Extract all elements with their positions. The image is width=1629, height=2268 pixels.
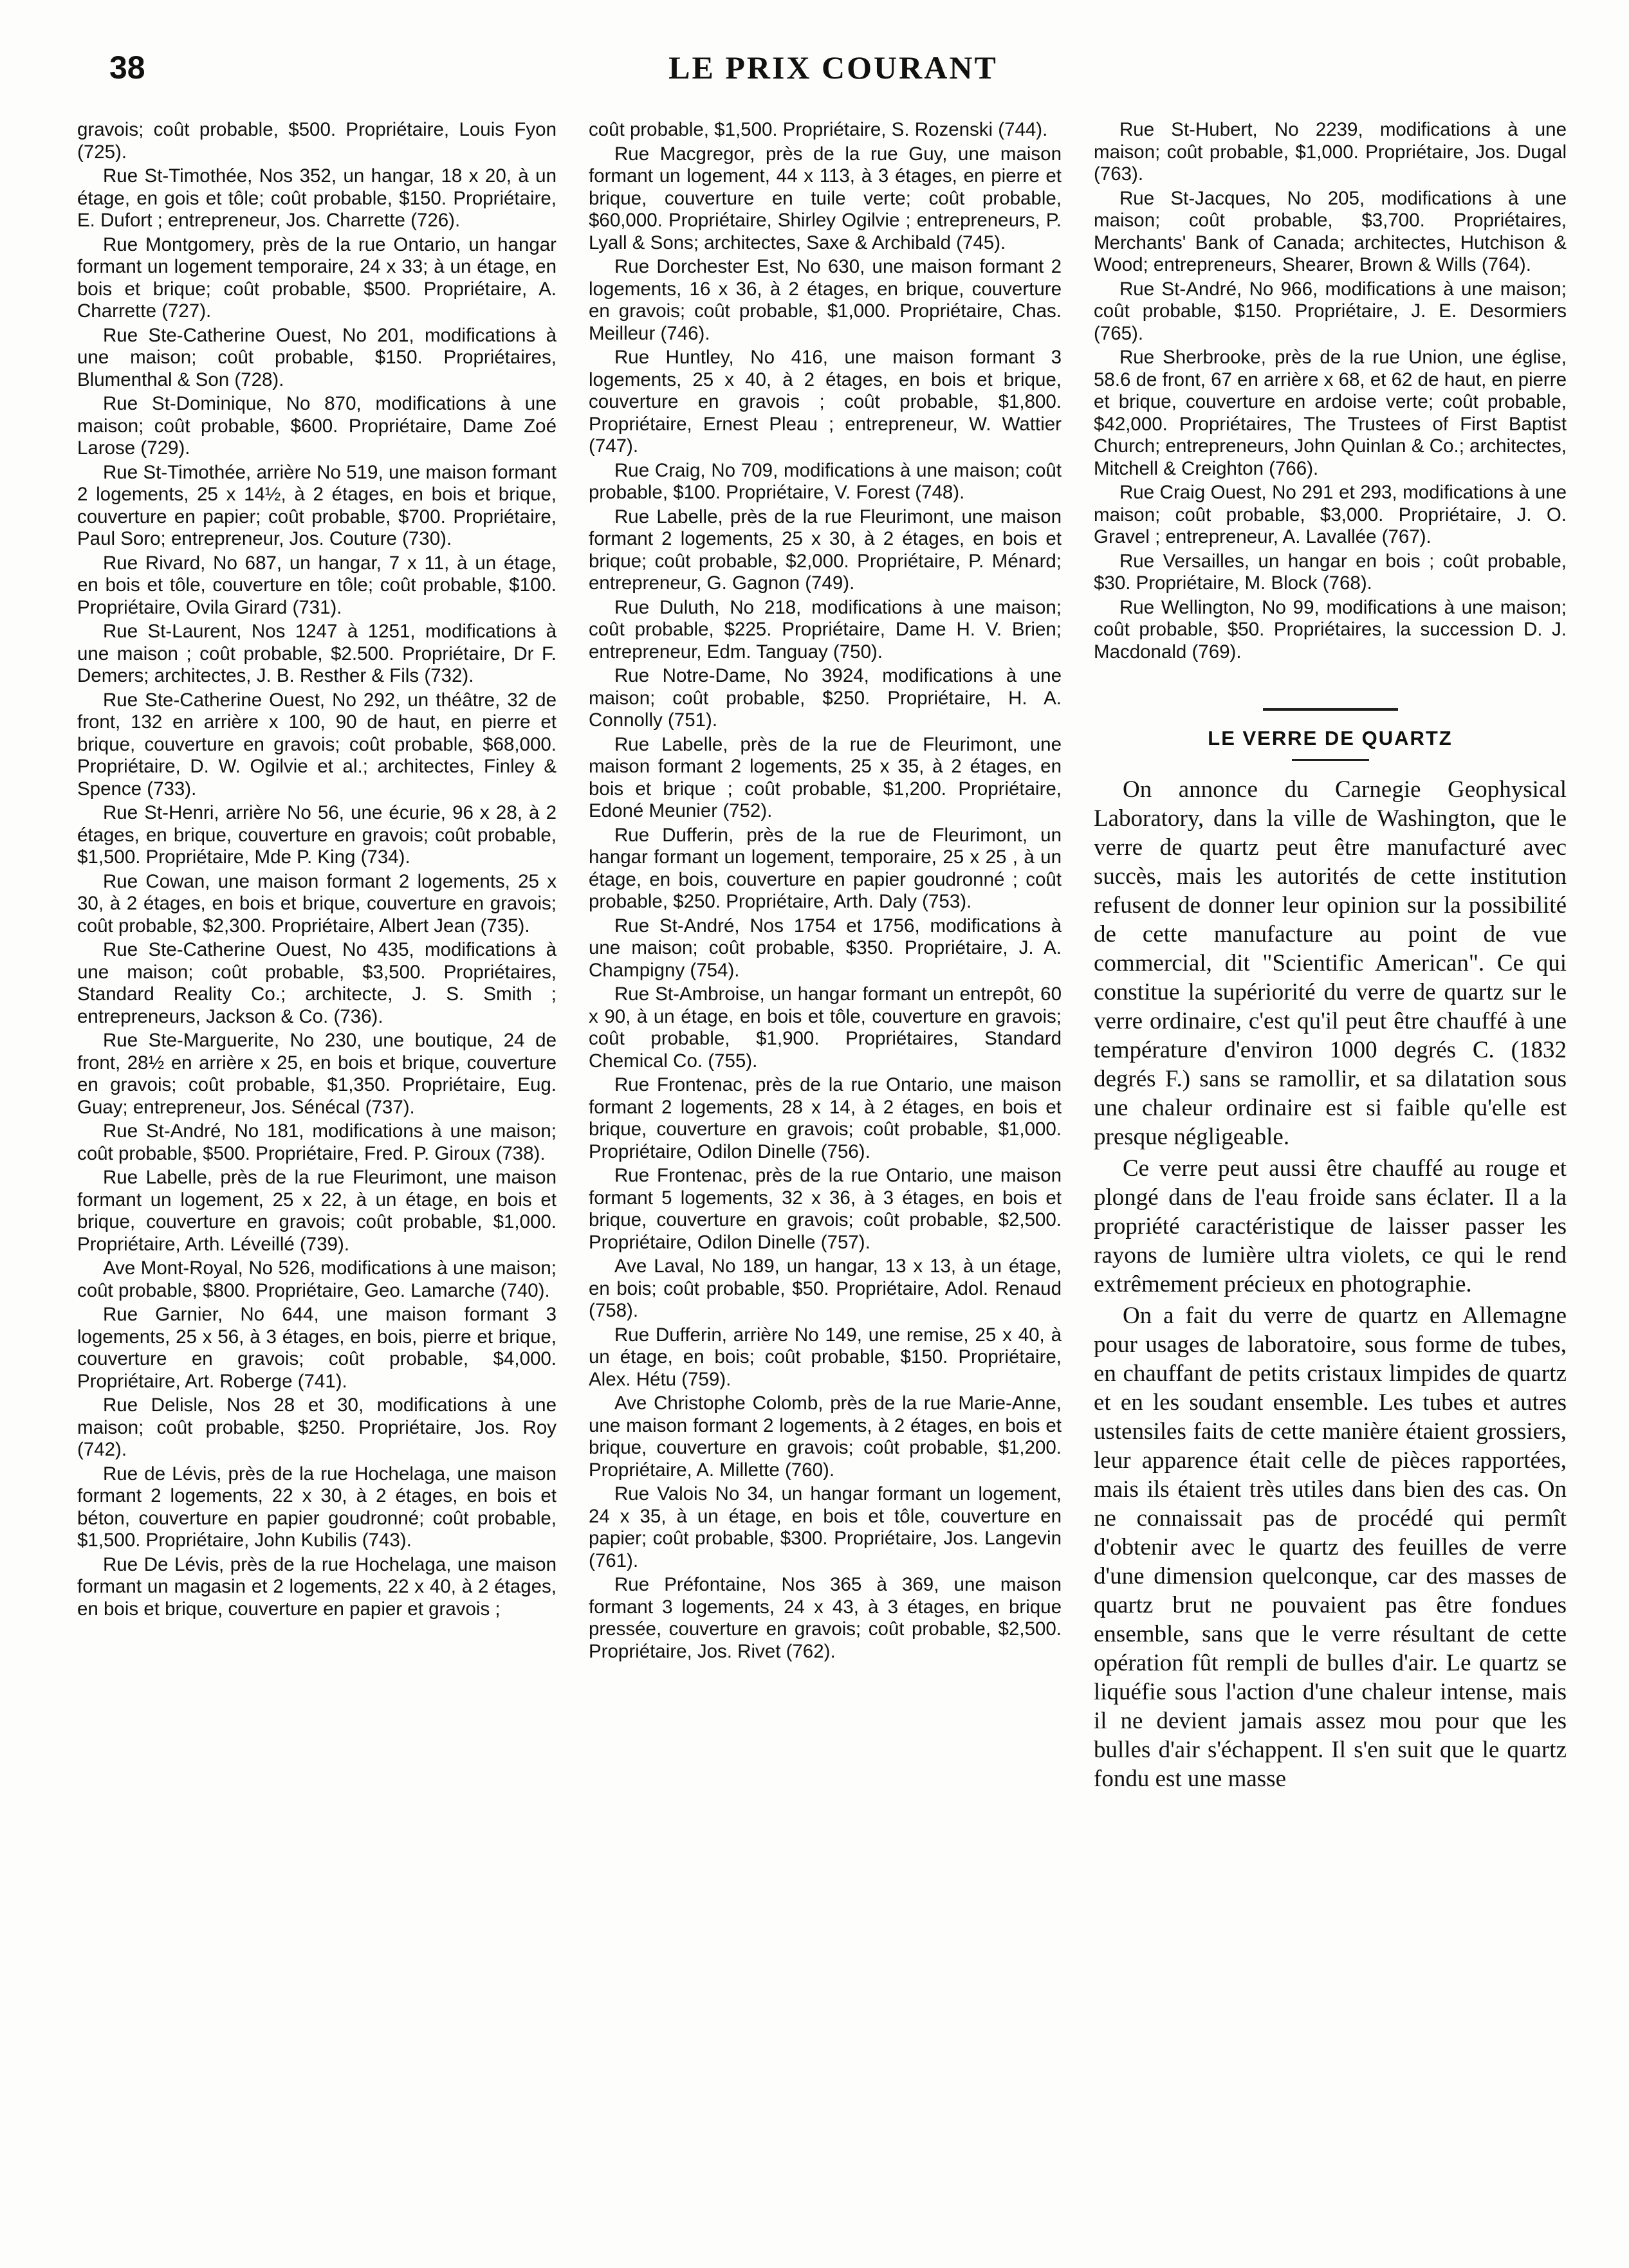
building-permit-entry: Ave Laval, No 189, un hangar, 13 x 13, à un étage, en bois; coût probable, $50. Propriétaire, Adol. Renaud (758). (589, 1256, 1062, 1321)
building-permit-entry: Rue Montgomery, près de la rue Ontario, un hangar formant un logement temporaire, 24 x 33; à un étage, en bois et brique; coût probable, $500. Propriétaire, A. Charrette (727). (77, 233, 557, 322)
building-permit-entry: Rue St-Timothée, arrière No 519, une maison formant 2 logements, 25 x 14½, à 2 étages, en bois et brique, couverture en papier; coût probable, $700. Propriétaire, Paul Soro; entrepreneur, Jos. Couture (730). (77, 461, 557, 549)
building-permit-entry: Rue Valois No 34, un hangar formant un logement, 24 x 35, à un étage, en bois et tôle, couverture en papier; coût probable, $300. Propriétaire, Jos. Langevin (761). (589, 1483, 1062, 1571)
building-permit-entry: coût probable, $1,500. Propriétaire, S. Rozenski (744). (589, 119, 1048, 140)
building-permit-entry: Rue De Lévis, près de la rue Hochelaga, une maison formant un magasin et 2 logements, 22 x 40, à 2 étages, en bois et brique, couverture en papier et gravois ; (77, 1553, 557, 1620)
building-permit-entry: Rue St-Timothée, Nos 352, un hangar, 18 x 20, à un étage, en gois et tôle; coût probable, $150. Propriétaire, E. Dufort ; entrepreneur, Jos. Charrette (726). (77, 165, 557, 231)
building-permit-entry: Rue Dufferin, arrière No 149, une remise, 25 x 40, à un étage, en bois; coût probable, $150. Propriétaire, Alex. Hétu (759). (589, 1324, 1062, 1390)
building-permit-entry: Rue Rivard, No 687, un hangar, 7 x 11, à un étage, en bois et tôle, couverture en tôle; coût probable, $100. Propriétaire, Ovila Girard (731). (77, 552, 557, 618)
building-permit-entry: Rue St-Jacques, No 205, modifications à une maison; coût probable, $3,700. Propriétaires, Merchants' Bank of Canada; architectes, Hutchison & Wood; entrepreneurs, Shearer, Brown & Wills (764). (1094, 187, 1567, 275)
building-permit-entry: Rue Labelle, près de la rue Fleurimont, une maison formant un logement, 25 x 22, à un étage, en bois et brique, couverture en gravois; coût probable, $1,000. Propriétaire, Arth. Léveillé (739). (77, 1167, 557, 1255)
building-permit-entry: Rue Labelle, près de la rue de Fleurimont, une maison formant 2 logements, 25 x 35, à 2 étages, en bois et brique ; coût probable, $1,200. Propriétaire, Edoné Meunier (752). (589, 733, 1062, 821)
article-title: LE VERRE DE QUARTZ (1208, 727, 1453, 749)
column-right (1094, 119, 1567, 1796)
building-permit-entry: Rue Versailles, un hangar en bois ; coût probable, $30. Propriétaire, M. Block (768). (1094, 550, 1567, 594)
building-permit-entry: Rue Ste-Marguerite, No 230, une boutique, 24 de front, 28½ en arrière x 25, en bois et brique, couverture en gravois; coût probable, $1,350. Propriétaire, Eug. Guay; entrepreneur, Jos. Sénécal (737). (77, 1030, 557, 1118)
building-permit-entry: Rue Duluth, No 218, modifications à une maison; coût probable, $225. Propriétaire, Dame H. V. Brien; entrepreneur, Edm. Tanguay (750). (589, 596, 1062, 663)
building-permit-entry: Rue Craig Ouest, No 291 et 293, modifications à une maison; coût probable, $3,000. Propriétaire, J. O. Gravel ; entrepreneur, A. Lavallée (767). (1094, 482, 1567, 547)
journal-title: LE PRIX COURANT (668, 50, 998, 86)
column-left (77, 119, 557, 1622)
column-middle (589, 119, 1062, 1665)
building-permit-entry: Rue St-André, No 181, modifications à une maison; coût probable, $500. Propriétaire, Fred. P. Giroux (738). (77, 1120, 557, 1164)
building-permit-entry: Rue Frontenac, près de la rue Ontario, une maison formant 5 logements, 32 x 36, à 3 étages, en bois et brique, couverture en gravois; coût probable, $2,500. Propriétaire, Odilon Dinelle (757). (589, 1165, 1062, 1253)
page-number: 38 (109, 50, 145, 86)
building-permit-entry: Rue Sherbrooke, près de la rue Union, une église, 58.6 de front, 67 en arrière x 68, et 62 de haut, en pierre et brique, couverture en ardoise verte; coût probable, $42,000. Propriétaires, The Trustees of First Baptist Church; entrepreneurs, John Quinlan & Co.; architectes, Mitchell & Creighton (766). (1094, 347, 1567, 479)
article-body (1094, 775, 1567, 1793)
building-permit-entry: Rue Craig, No 709, modifications à une maison; coût probable, $100. Propriétaire, V. Forest (748). (589, 459, 1062, 503)
building-permit-entry: Ave Christophe Colomb, près de la rue Marie-Anne, une maison formant 2 logements, à 2 étages, en bois et brique, couverture en gravois; coût probable, $1,200. Propriétaire, A. Millette (760). (589, 1393, 1062, 1481)
building-permit-entry: gravois; coût probable, $500. Propriétaire, Louis Fyon (725). (77, 119, 557, 163)
building-permit-entry: Rue Wellington, No 99, modifications à une maison; coût probable, $50. Propriétaires, la succession D. J. Macdonald (769). (1094, 596, 1567, 663)
article-paragraph: Ce verre peut aussi être chauffé au rouge et plongé dans de l'eau froide sans éclater. Il a la propriété caractéristique de laisser passer les rayons de lumière ultra violets, ce qui le rend extrêmement précieux en photographie. (1094, 1155, 1567, 1297)
building-permit-entry: Rue Cowan, une maison formant 2 logements, 25 x 30, à 2 étages, en bois et brique, couverture en gravois; coût probable, $2,300. Propriétaire, Albert Jean (735). (77, 870, 557, 937)
building-permit-entry: Rue Frontenac, près de la rue Ontario, une maison formant 2 logements, 28 x 14, à 2 étages, en bois et brique, couverture en gravois; coût probable, $1,000. Propriétaire, Odilon Dinelle (756). (589, 1074, 1062, 1162)
building-permit-entry: Rue St-Hubert, No 2239, modifications à une maison; coût probable, $1,000. Propriétaire, Jos. Dugal (763). (1094, 119, 1567, 185)
building-permit-entry: Rue Ste-Catherine Ouest, No 292, un théâtre, 32 de front, 132 en arrière x 100, 90 de haut, en pierre et brique, couverture en gravois; coût probable, $68,000. Propriétaire, D. W. Ogilvie et al.; architectes, Finley & Spence (733). (77, 689, 557, 800)
building-permit-entry: Rue St-André, Nos 1754 et 1756, modifications à une maison; coût probable, $350. Propriétaire, J. A. Champigny (754). (589, 915, 1062, 981)
building-permit-entry: Rue St-André, No 966, modifications à une maison; coût probable, $150. Propriétaire, J. E. Desormiers (765). (1094, 278, 1567, 344)
building-permit-entry: Rue Macgregor, près de la rue Guy, une maison formant un logement, 44 x 113, à 3 étages, en pierre et brique, couverture en tuile verte; coût probable, $60,000. Propriétaire, Shirley Ogilvie ; entrepreneurs, P. Lyall & Sons; architectes, Saxe & Archibald (745). (589, 143, 1062, 253)
building-permit-entry: Rue St-Ambroise, un hangar formant un entrepôt, 60 x 90, à un étage, en bois et tôle, couverture en gravois; coût probable, $1,900. Propriétaires, Standard Chemical Co. (755). (589, 983, 1062, 1072)
building-permit-entry: Rue Ste-Catherine Ouest, No 201, modifications à une maison; coût probable, $150. Propriétaires, Blumenthal & Son (728). (77, 324, 557, 390)
building-permit-entry: Rue Ste-Catherine Ouest, No 435, modifications à une maison; coût probable, $3,500. Propriétaires, Standard Reality Co.; architecte, J. S. Smith ; entrepreneurs, Jackson & Co. (736). (77, 939, 557, 1027)
building-permit-entry: Rue Huntley, No 416, une maison formant 3 logements, 25 x 40, à 2 étages, en bois et brique, couverture en gravois ; coût probable, $1,800. Propriétaire, Ernest Pleau ; entrepreneur, W. Wattier (747). (589, 347, 1062, 457)
building-permit-entry: Ave Mont-Royal, No 526, modifications à une maison; coût probable, $800. Propriétaire, Geo. Lamarche (740). (77, 1257, 557, 1301)
building-permit-entry: Rue Préfontaine, Nos 365 à 369, une maison formant 3 logements, 24 x 43, à 3 étages, en brique pressée, couverture en gravois; coût probable, $2,500. Propriétaire, Jos. Rivet (762). (589, 1574, 1062, 1662)
title-underline-rule (1292, 759, 1369, 761)
building-permit-entry: Rue Dorchester Est, No 630, une maison formant 2 logements, 16 x 36, à 2 étages, en brique, couverture en gravois; coût probable, $1,000. Propriétaire, Chas. Meilleur (746). (589, 256, 1062, 344)
article-separator-rule (1263, 708, 1398, 711)
building-permit-entry: Rue Delisle, Nos 28 et 30, modifications à une maison; coût probable, $250. Propriétaire, Jos. Roy (742). (77, 1395, 557, 1460)
building-permit-entry: Rue St-Laurent, Nos 1247 à 1251, modifications à une maison ; coût probable, $2.500. Propriétaire, Dr F. Demers; architectes, J. B. Resther & Fils (732). (77, 621, 557, 686)
building-permit-entry: Rue Dufferin, près de la rue de Fleurimont, un hangar formant un logement, temporaire, 25 x 25 , à un étage, en bois, couverture en papier goudronné ; coût probable, $250. Propriétaire, Arth. Daly (753). (589, 824, 1062, 912)
building-permit-entry: Rue Garnier, No 644, une maison formant 3 logements, 25 x 56, à 3 étages, en bois, pierre et brique, couverture en gravois; coût probable, $4,000. Propriétaire, Art. Roberge (741). (77, 1304, 557, 1392)
building-permit-entry: Rue St-Henri, arrière No 56, une écurie, 96 x 28, à 2 étages, en brique, couverture en gravois; coût probable, $1,500. Propriétaire, Mde P. King (734). (77, 802, 557, 868)
building-permit-entry: Rue Labelle, près de la rue Fleurimont, une maison formant 2 logements, 25 x 30, à 2 étages, en bois et brique; coût probable, $2,000. Propriétaire, P. Ménard; entrepreneur, G. Gagnon (749). (589, 506, 1062, 594)
building-permit-entry: Rue de Lévis, près de la rue Hochelaga, une maison formant 2 logements, 22 x 30, à 2 étages, en bois et béton, couverture en papier goudronné; coût probable, $1,500. Propriétaire, John Kubilis (743). (77, 1463, 557, 1551)
page-header (84, 45, 1583, 96)
article-paragraph: On a fait du verre de quartz en Allemagne pour usages de laboratoire, sous forme de tubes, en chauffant de petits cristaux limpides de quartz et en les soudant ensemble. Les tubes et autres ustensiles faits de cette manière étaient grossiers, leur apparence était celle de pièces rapportées, mais ils étaient très utiles dans bien des cas. On ne connaissait pas de procédé qui permît d'obtenir avec le quartz des feuilles de verre d'une dimension quelconque, car des masses de quartz brut ne pouvaient pas être fondues ensemble, sans que le verre résultant de cette opération fût rempli de bulles d'air. Le quartz se liquéfie sous l'action d'une chaleur intense, mais il ne devient jamais assez mou pour que les bulles d'air s'échappent. Il s'en suit que le quartz fondu est une masse (1094, 1302, 1567, 1792)
building-permit-entry: Rue Notre-Dame, No 3924, modifications à une maison; coût probable, $250. Propriétaire, H. A. Connolly (751). (589, 665, 1062, 731)
article-paragraph: On annonce du Carnegie Geophysical Laboratory, dans la ville de Washington, que le verre de quartz peut être manufacturé avec succès, mais les autorités de cette institution refusent de donner leur opinion sur la possibilité de cette manufacture au point de vue commercial, dit "Scientific American". Ce qui constitue la supériorité du verre de quartz sur le verre ordinaire, c'est qu'il peut être chauffé à une température d'environ 1000 degrés C. (1832 degrés F.) sans se ramollir, et sa dilatation sous une chaleur ordinaire est si faible qu'elle est presque négligeable. (1094, 776, 1567, 1150)
building-permit-entry: Rue St-Dominique, No 870, modifications à une maison; coût probable, $600. Propriétaire, Dame Zoé Larose (729). (77, 393, 557, 459)
